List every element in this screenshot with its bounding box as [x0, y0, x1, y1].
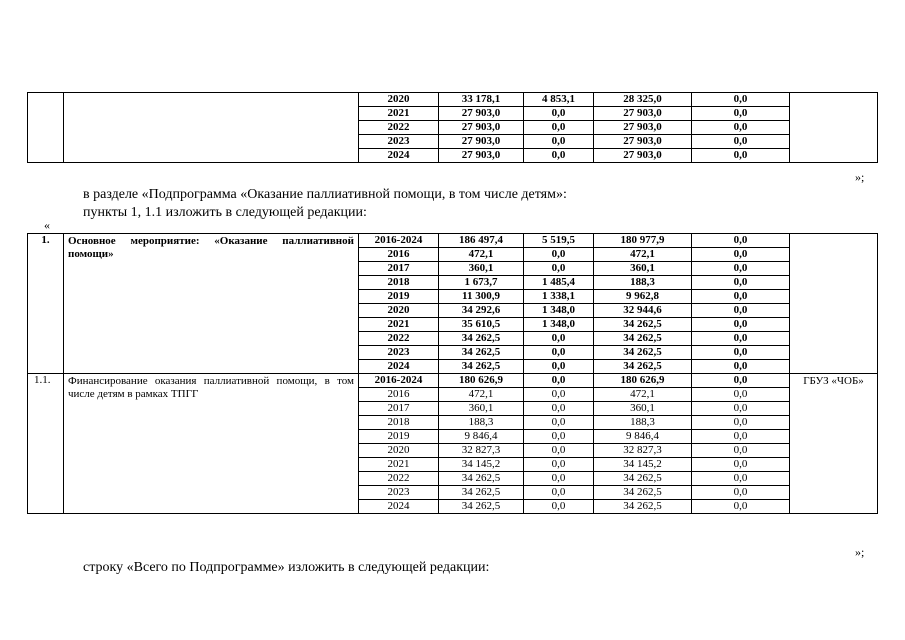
table-row	[28, 93, 878, 107]
federal-cell: 0,0	[524, 346, 594, 360]
other-cell: 0,0	[692, 430, 790, 444]
instruction-line-1: в разделе «Подпрограмма «Оказание паллиативной помощи, в том числе детям»:	[83, 187, 567, 202]
total-cell: 27 903,0	[439, 149, 524, 163]
federal-cell: 0,0	[524, 388, 594, 402]
other-cell: 0,0	[692, 135, 790, 149]
federal-cell: 1 348,0	[524, 304, 594, 318]
item-number: 1.1.	[28, 374, 64, 514]
federal-cell: 0,0	[524, 500, 594, 514]
federal-cell: 1 338,1	[524, 290, 594, 304]
year-cell: 2021	[359, 318, 439, 332]
federal-cell: 0,0	[524, 360, 594, 374]
total-cell: 186 497,4	[439, 234, 524, 248]
other-cell: 0,0	[692, 318, 790, 332]
total-cell: 360,1	[439, 402, 524, 416]
year-cell: 2020	[359, 444, 439, 458]
other-cell: 0,0	[692, 107, 790, 121]
federal-cell: 0,0	[524, 486, 594, 500]
regional-cell: 34 262,5	[594, 472, 692, 486]
table-row	[28, 234, 878, 248]
year-cell: 2023	[359, 346, 439, 360]
federal-cell: 0,0	[524, 472, 594, 486]
regional-cell: 34 262,5	[594, 500, 692, 514]
executor-cell	[790, 234, 878, 374]
year-cell: 2018	[359, 276, 439, 290]
other-cell: 0,0	[692, 374, 790, 388]
other-cell: 0,0	[692, 444, 790, 458]
federal-cell: 5 519,5	[524, 234, 594, 248]
year-cell: 2017	[359, 402, 439, 416]
total-cell: 35 610,5	[439, 318, 524, 332]
total-cell: 34 292,6	[439, 304, 524, 318]
year-cell: 2020	[359, 304, 439, 318]
closing-quote-2: »;	[855, 545, 865, 559]
total-cell: 180 626,9	[439, 374, 524, 388]
total-cell: 34 145,2	[439, 458, 524, 472]
instruction-line-3: строку «Всего по Подпрограмме» изложить в следующей редакции:	[83, 560, 490, 575]
total-cell: 360,1	[439, 262, 524, 276]
instruction-line-2: пункты 1, 1.1 изложить в следующей редакции:	[83, 205, 367, 220]
opening-quote: «	[44, 218, 50, 232]
regional-cell: 34 262,5	[594, 318, 692, 332]
federal-cell: 0,0	[524, 135, 594, 149]
year-cell: 2020	[359, 93, 439, 107]
other-cell: 0,0	[692, 388, 790, 402]
regional-cell: 360,1	[594, 262, 692, 276]
federal-cell: 0,0	[524, 121, 594, 135]
other-cell: 0,0	[692, 402, 790, 416]
federal-cell: 1 348,0	[524, 318, 594, 332]
federal-cell: 0,0	[524, 107, 594, 121]
regional-cell: 34 145,2	[594, 458, 692, 472]
executor-cell	[790, 93, 878, 163]
total-cell: 34 262,5	[439, 346, 524, 360]
regional-cell: 34 262,5	[594, 486, 692, 500]
year-cell: 2016-2024	[359, 234, 439, 248]
item-number: 1.	[28, 234, 64, 374]
year-cell: 2016	[359, 388, 439, 402]
other-cell: 0,0	[692, 262, 790, 276]
year-cell: 2016-2024	[359, 374, 439, 388]
regional-cell: 180 626,9	[594, 374, 692, 388]
federal-cell: 1 485,4	[524, 276, 594, 290]
year-cell: 2024	[359, 500, 439, 514]
federal-cell: 4 853,1	[524, 93, 594, 107]
total-cell: 34 262,5	[439, 500, 524, 514]
total-cell: 472,1	[439, 388, 524, 402]
total-cell: 34 262,5	[439, 472, 524, 486]
budget-table-new-wording	[27, 233, 878, 514]
year-cell: 2023	[359, 486, 439, 500]
other-cell: 0,0	[692, 248, 790, 262]
other-cell: 0,0	[692, 346, 790, 360]
year-cell: 2022	[359, 472, 439, 486]
regional-cell: 9 846,4	[594, 430, 692, 444]
federal-cell: 0,0	[524, 248, 594, 262]
total-cell: 34 262,5	[439, 332, 524, 346]
regional-cell: 28 325,0	[594, 93, 692, 107]
regional-cell: 34 262,5	[594, 346, 692, 360]
year-cell: 2022	[359, 121, 439, 135]
year-cell: 2023	[359, 135, 439, 149]
regional-cell: 32 944,6	[594, 304, 692, 318]
total-cell: 27 903,0	[439, 135, 524, 149]
total-cell: 34 262,5	[439, 360, 524, 374]
regional-cell: 27 903,0	[594, 135, 692, 149]
executor-cell: ГБУЗ «ЧОБ»	[790, 374, 878, 514]
regional-cell: 472,1	[594, 248, 692, 262]
year-cell: 2021	[359, 107, 439, 121]
total-cell: 33 178,1	[439, 93, 524, 107]
total-cell: 1 673,7	[439, 276, 524, 290]
other-cell: 0,0	[692, 332, 790, 346]
other-cell: 0,0	[692, 486, 790, 500]
year-cell: 2016	[359, 248, 439, 262]
total-cell: 32 827,3	[439, 444, 524, 458]
federal-cell: 0,0	[524, 402, 594, 416]
other-cell: 0,0	[692, 234, 790, 248]
total-cell: 34 262,5	[439, 486, 524, 500]
regional-cell: 32 827,3	[594, 444, 692, 458]
federal-cell: 0,0	[524, 416, 594, 430]
other-cell: 0,0	[692, 290, 790, 304]
item-number	[28, 93, 64, 163]
regional-cell: 27 903,0	[594, 107, 692, 121]
item-name	[64, 93, 359, 163]
other-cell: 0,0	[692, 458, 790, 472]
year-cell: 2021	[359, 458, 439, 472]
year-cell: 2019	[359, 290, 439, 304]
regional-cell: 27 903,0	[594, 149, 692, 163]
other-cell: 0,0	[692, 93, 790, 107]
regional-cell: 34 262,5	[594, 360, 692, 374]
total-cell: 9 846,4	[439, 430, 524, 444]
total-cell: 188,3	[439, 416, 524, 430]
other-cell: 0,0	[692, 304, 790, 318]
other-cell: 0,0	[692, 472, 790, 486]
other-cell: 0,0	[692, 121, 790, 135]
total-cell: 27 903,0	[439, 107, 524, 121]
regional-cell: 9 962,8	[594, 290, 692, 304]
item-name: Основное мероприятие: «Оказание паллиативной помощи»	[64, 234, 359, 374]
closing-quote-1: »;	[855, 170, 865, 184]
regional-cell: 188,3	[594, 276, 692, 290]
federal-cell: 0,0	[524, 444, 594, 458]
other-cell: 0,0	[692, 416, 790, 430]
budget-table-continuation	[27, 92, 878, 163]
year-cell: 2022	[359, 332, 439, 346]
year-cell: 2019	[359, 430, 439, 444]
federal-cell: 0,0	[524, 332, 594, 346]
other-cell: 0,0	[692, 500, 790, 514]
other-cell: 0,0	[692, 360, 790, 374]
other-cell: 0,0	[692, 149, 790, 163]
federal-cell: 0,0	[524, 374, 594, 388]
regional-cell: 27 903,0	[594, 121, 692, 135]
total-cell: 11 300,9	[439, 290, 524, 304]
federal-cell: 0,0	[524, 430, 594, 444]
regional-cell: 360,1	[594, 402, 692, 416]
table-row	[28, 374, 878, 388]
other-cell: 0,0	[692, 276, 790, 290]
year-cell: 2024	[359, 149, 439, 163]
year-cell: 2017	[359, 262, 439, 276]
regional-cell: 180 977,9	[594, 234, 692, 248]
total-cell: 27 903,0	[439, 121, 524, 135]
federal-cell: 0,0	[524, 262, 594, 276]
regional-cell: 472,1	[594, 388, 692, 402]
total-cell: 472,1	[439, 248, 524, 262]
regional-cell: 188,3	[594, 416, 692, 430]
regional-cell: 34 262,5	[594, 332, 692, 346]
item-name: Финансирование оказания паллиативной помощи, в том числе детям в рамках ТПГГ	[64, 374, 359, 514]
federal-cell: 0,0	[524, 458, 594, 472]
year-cell: 2018	[359, 416, 439, 430]
federal-cell: 0,0	[524, 149, 594, 163]
year-cell: 2024	[359, 360, 439, 374]
